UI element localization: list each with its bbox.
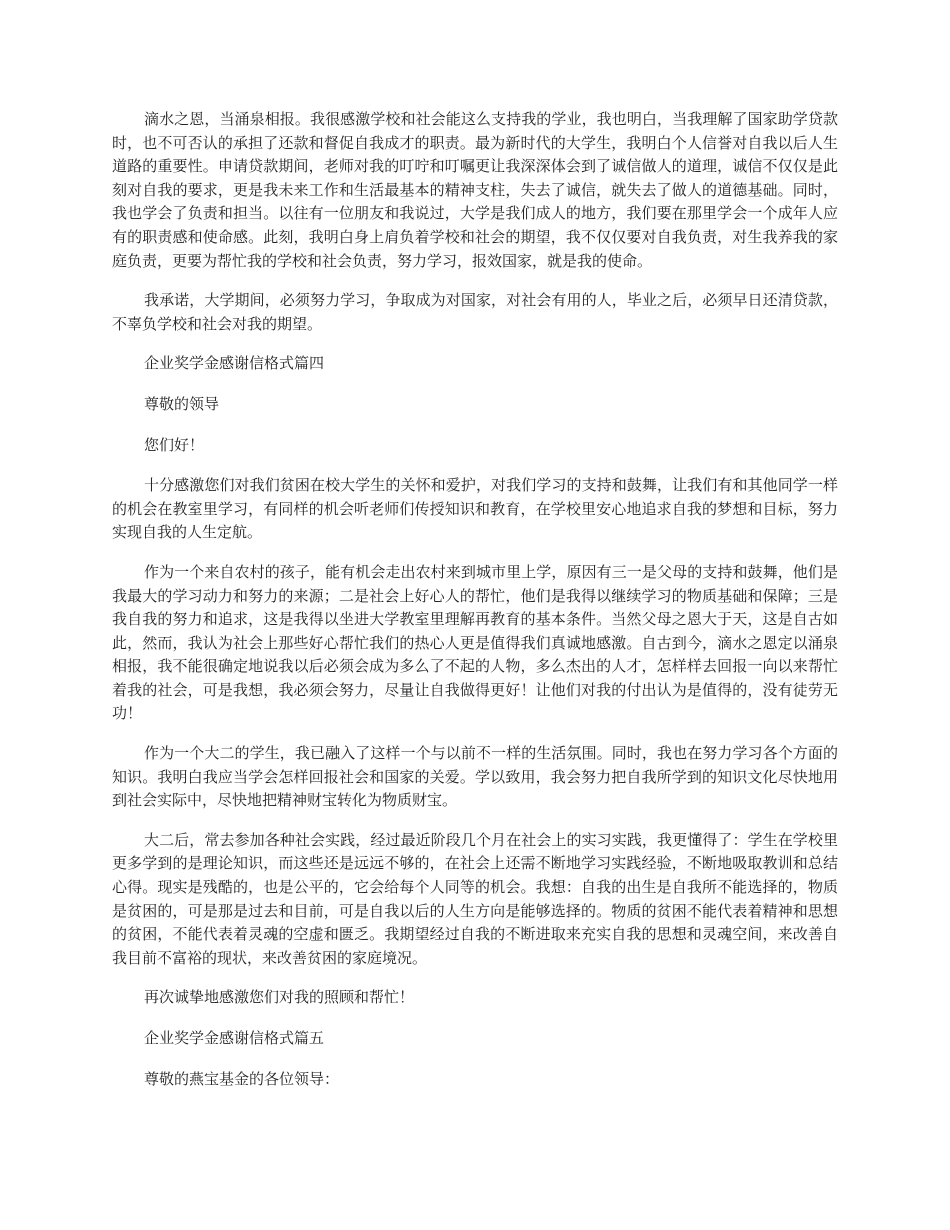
paragraph-promise: 我承诺，大学期间，必须努力学习，争取成为对国家，对社会有用的人，毕业之后，必须早日还清贷款，不辜负学校和社会对我的期望。 [112, 291, 838, 333]
salutation-yanbao-fund: 尊敬的燕宝基金的各位领导： [144, 1069, 340, 1088]
paragraph-rural-child: 作为一个来自农村的孩子，能有机会走出农村来到城市里上学，原因有三一是父母的支持和鼓舞，他们是我最大的学习动力和努力的来源；二是社会上好心人的帮忙，他们是我得以继续学习的物质基础和保障；三是我自我的努力和追求，这是我得以坐进大学教室里理解再教育的基本条件。当然父母之恩大于天，这是自古如此，然而，我认为社会上那些好心帮忙我们的热心人更是值得我们真诚地感激。自古到今，滴水之恩定以涌泉相报，我不能很确定地说我以后必须会成为多么了不起的人物，多么杰出的人才，怎样样去回报一向以来帮忙着我的社会，可是我想，我必须会努力，尽量让自我做得更好！让他们对我的付出认为是值得的，没有徒劳无功！ [112, 562, 838, 723]
paragraph-thanks-care: 十分感激您们对我们贫困在校大学生的关怀和爱护，对我们学习的支持和鼓舞，让我们有和其他同学一样的机会在教室里学习，有同样的机会听老师们传授知识和教育，在学校里安心地追求自我的梦想和目标，努力实现自我的人生定航。 [112, 476, 838, 542]
paragraph-gratitude-loan: 滴水之恩，当涌泉相报。我很感激学校和社会能这么支持我的学业，我也明白，当我理解了国家助学贷款时，也不可否认的承担了还款和督促自我成才的职责。最为新时代的大学生，我明白个人信誉对自我以后人生道路的重要性。申请贷款期间，老师对我的叮咛和叮嘱更让我深深体会到了诚信做人的道理，诚信不仅仅是此刻对自我的要求，更是我未来工作和生活最基本的精神支柱，失去了诚信，就失去了做人的道德基础。同时，我也学会了负责和担当。以往有一位朋友和我说过，大学是我们成人的地方，我们要在那里学会一个成年人应有的职责感和使命感。此刻，我明白身上肩负着学校和社会的期望，我不仅仅要对自我负责，对生我养我的家庭负责，更要为帮忙我的学校和社会负责，努力学习，报效国家，就是我的使命。 [112, 110, 838, 270]
closing-thanks: 再次诚挚地感激您们对我的照顾和帮忙！ [144, 988, 415, 1007]
salutation-leaders: 尊敬的领导 [144, 394, 220, 413]
paragraph-sophomore: 作为一个大二的学生，我已融入了这样一个与以前不一样的生活氛围。同时，我也在努力学习各个方面的知识。我明白我应当学会怎样回报社会和国家的关爱。学以致用，我会努力把自我所学到的知识文化尽快地用到社会实际中，尽快地把精神财宝转化为物质财宝。 [112, 744, 838, 810]
paragraph-social-practice: 大二后，常去参加各种社会实践，经过最近阶段几个月在社会上的实习实践，我更懂得了：学生在学校里更多学到的是理论知识，而这些还是远远不够的，在社会上还需不断地学习实践经验，不断地吸取教训和总结心得。现实是残酷的，也是公平的，它会给每个人同等的机会。我想：自我的出生是自我所不能选择的，物质是贫困的，可是那是过去和目前，可是自我以后的人生方向是能够选择的。物质的贫困不能代表着精神和思想的贫困，不能代表着灵魂的空虚和匮乏。我期望经过自我的不断进取来充实自我的思想和灵魂空间，来改善自我目前不富裕的现状，来改善贫困的家庭境况。 [112, 830, 838, 967]
section-heading-part-five: 企业奖学金感谢信格式篇五 [144, 1029, 325, 1047]
document-body [112, 108, 838, 1108]
greeting: 您们好！ [144, 435, 205, 454]
section-heading-part-four: 企业奖学金感谢信格式篇四 [144, 354, 325, 373]
